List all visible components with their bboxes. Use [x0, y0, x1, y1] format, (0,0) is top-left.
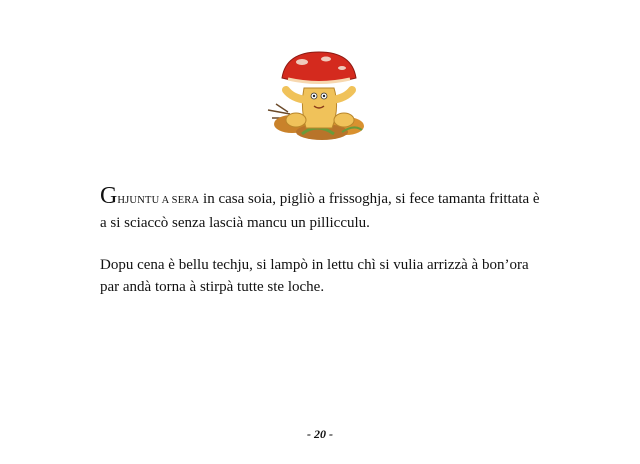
- story-text: [100, 183, 540, 298]
- mushroom-illustration: [262, 48, 372, 148]
- paragraph-1: [100, 183, 540, 234]
- small-caps-lead: HJUNTU A SERA: [117, 195, 200, 206]
- paragraph-1-text: in casa soia, pigliò a frissoghja, si fece tamanta frittata è a si sciaccò senza lascià mancu un pillicculu.: [100, 191, 540, 231]
- drop-cap: G: [100, 183, 118, 209]
- mushroom-character-icon: [262, 48, 372, 148]
- paragraph-2-text: Dopu cena è bellu techju, si lampò in lettu chì si vulia arrizzà à bon’ora par andà torna à stirpà tutte ste loche.: [100, 257, 529, 295]
- paragraph-2: [100, 254, 540, 298]
- page-number: - 20 -: [307, 427, 333, 441]
